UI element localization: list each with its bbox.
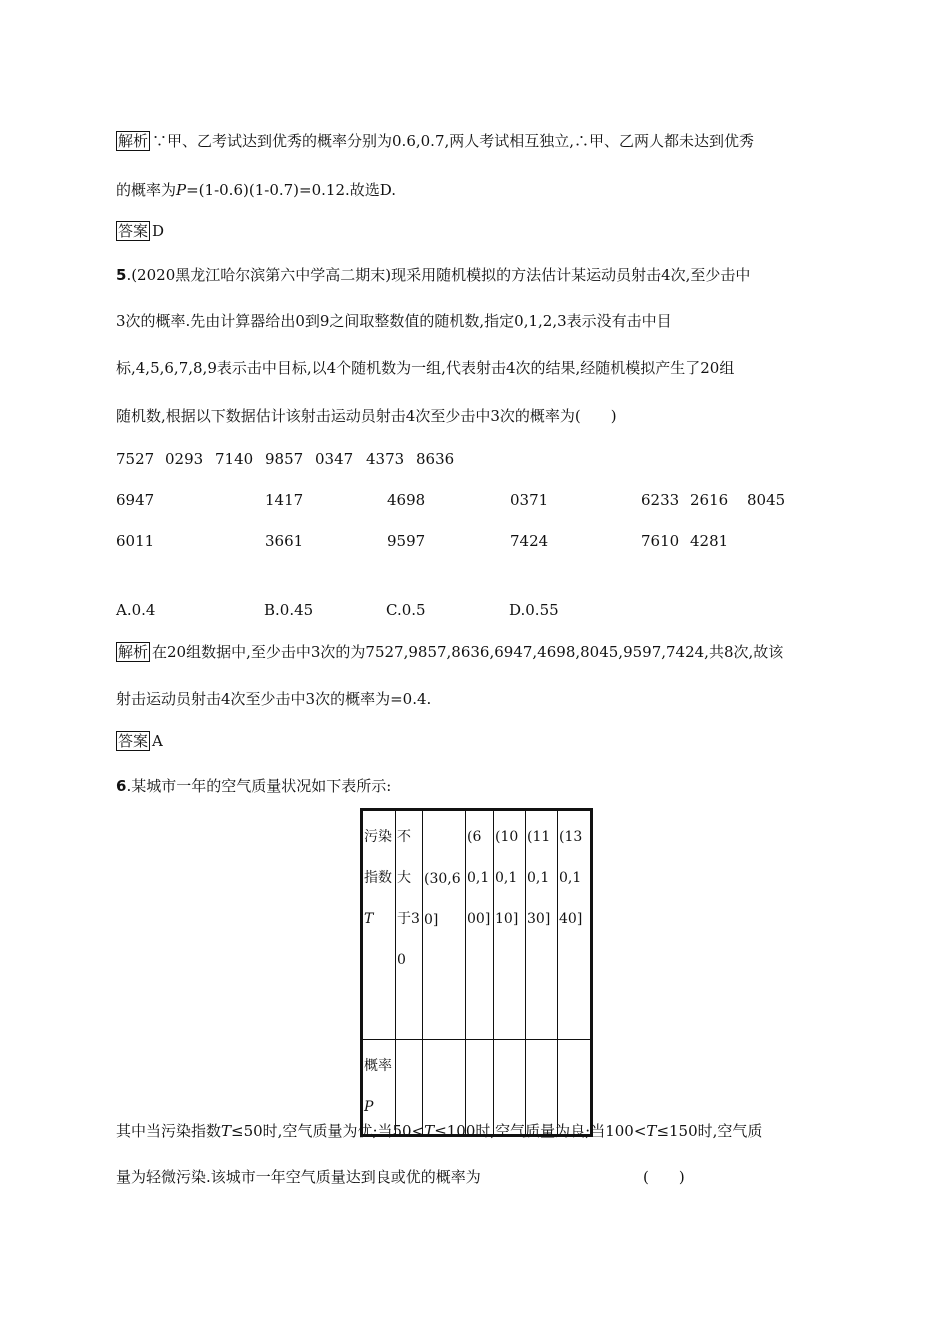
question-5-line-3: 标,4,5,6,7,8,9表示击中目标,以4个随机数为一组,代表射击4次的结果,经随机模拟产生了20组 <box>116 359 735 377</box>
option-d: D.0.55 <box>509 601 559 619</box>
data-cell: 6011 <box>116 532 155 550</box>
answer-value: A <box>152 732 163 750</box>
solution-text: ∵甲、乙考试达到优秀的概率分别为0.6,0.7,两人考试相互独立,∴甲、乙两人都未达到优秀 <box>152 132 755 150</box>
row-probability: 概率P <box>362 1040 396 1136</box>
question-6-line-3: 量为轻微污染.该城市一年空气质量达到良或优的概率为 <box>116 1168 481 1186</box>
question-number: 5 <box>116 266 127 284</box>
solution-line-1 <box>116 131 754 151</box>
data-cell: 6233 <box>641 491 680 509</box>
option-a: A.0.4 <box>116 601 156 619</box>
question-number: 6 <box>116 777 127 795</box>
answer-blank: ( ) <box>643 1168 685 1186</box>
data-cell: 9597 <box>387 532 426 550</box>
answer-5-line <box>116 731 163 751</box>
solution-5-line-1: 解析 在20组数据中,至少击中3次的为7527,9857,8636,6947,4698,8045,9597,7424,共8次,故该 <box>118 643 784 661</box>
data-cell: 7424 <box>510 532 549 550</box>
option-c: C.0.5 <box>386 601 426 619</box>
data-cell: 4698 <box>387 491 426 509</box>
solution-line-2: 的概率为P=(1-0.6)(1-0.7)=0.12.故选D. <box>116 181 397 199</box>
solution-tag: 解析 <box>118 132 149 150</box>
answer-tag: 答案 <box>118 222 149 240</box>
header-col-2: (30,60] <box>423 810 466 1040</box>
data-cell: 0347 <box>315 450 354 468</box>
data-cell: 8636 <box>416 450 455 468</box>
header-col-4: (100,110] <box>494 810 526 1040</box>
header-col-1: 不大于30 <box>396 810 423 1040</box>
data-cell: 3661 <box>265 532 304 550</box>
header-col-5: (110,130] <box>526 810 558 1040</box>
data-cell: 7610 <box>641 532 680 550</box>
air-quality-table <box>360 808 593 1137</box>
data-cell: 9857 <box>265 450 304 468</box>
header-col-3: (60,100] <box>466 810 494 1040</box>
data-cell: 0293 <box>165 450 204 468</box>
data-cell: 8045 <box>747 491 786 509</box>
answer-line <box>116 221 164 241</box>
data-cell: 1417 <box>265 491 304 509</box>
solution-5-line-2: 射击运动员射击4次至少击中3次的概率为=0.4. <box>116 690 432 708</box>
data-cell: 0371 <box>510 491 549 509</box>
data-cell: 7140 <box>215 450 254 468</box>
question-6-line-2: 其中当污染指数T≤50时,空气质量为优;当50<T≤100时,空气质量为良;当100<T≤150时,空气质 <box>116 1122 763 1140</box>
answer-tag: 答案 <box>118 732 149 750</box>
question-5-line-4: 随机数,根据以下数据估计该射击运动员射击4次至少击中3次的概率为( ) <box>116 407 617 425</box>
question-5-line-1: 5.(2020黑龙江哈尔滨第六中学高二期末)现采用随机模拟的方法估计某运动员射击4次,至少击中 <box>116 266 751 284</box>
data-cell: 2616 <box>690 491 729 509</box>
header-col-6: (130,140] <box>558 810 592 1040</box>
option-b: B.0.45 <box>264 601 314 619</box>
solution-tag: 解析 <box>118 643 149 661</box>
data-cell: 7527 <box>116 450 155 468</box>
question-5-line-2: 3次的概率.先由计算器给出0到9之间取整数值的随机数,指定0,1,2,3表示没有击中目 <box>116 312 672 330</box>
answer-value: D <box>152 222 165 240</box>
data-cell: 6947 <box>116 491 155 509</box>
data-cell: 4281 <box>690 532 729 550</box>
data-cell: 4373 <box>366 450 405 468</box>
header-pollution-index: 污染指数T <box>362 810 396 1040</box>
question-6-line-1: 6.某城市一年的空气质量状况如下表所示: <box>116 777 392 795</box>
